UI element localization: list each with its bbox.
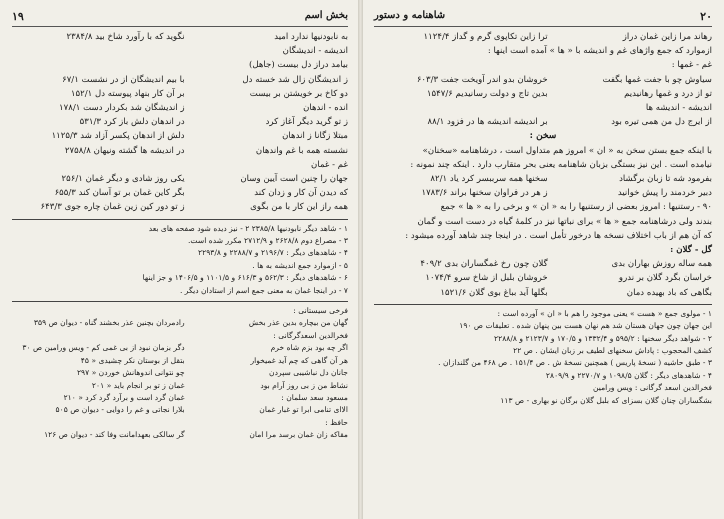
hemistich-1: دو کاخ بر خویشتن بر بیست: [249, 88, 348, 99]
right-page: [362, 0, 724, 519]
right-footnotes: [374, 308, 712, 407]
hemistich-1: نشسته همه با غم واندهان: [255, 145, 348, 156]
footnote-line: ۲ - شواهد دیگر سخنها : ۵۹۵/۲ و ۱۳۳۲/۴ و ۱۷۰/۵ و ۲۱۲۳/۷ و ۲۲۸۸/۸: [494, 333, 712, 343]
verse-row: [12, 44, 348, 58]
verse-row: [12, 30, 348, 44]
hemistich-2: بگلها آید بباغ بوی گلان ۱۵۲۱/۶: [440, 287, 548, 298]
hemistich-1: همه راز این کار با من بگوی: [250, 202, 348, 213]
prose-line: که آن هم از باب اختلاف نسخه ها درخور تأمل است . در اینجا چند شاهد آورده میشود :: [405, 230, 712, 241]
footnote-line: ۱ - شاهد دیگر نابودنیها ۲۳۸۵/۸ ۲ - نیز دیده شود صفحه های بعد: [148, 223, 348, 233]
footnote-line: این جهان چون جهان هستان شد هم نهان هست بین پنهان شده . تعلیقات ص ۱۹۰: [459, 321, 712, 331]
footnote-line: ۴ - شاهدهای دیگر : گلان ۱۰۹۸/۵ و ۲۲۷۰/۷ و ۲۸۰۹/۹: [545, 370, 712, 380]
right-verses-3: [374, 257, 712, 300]
footnote-line: ۵ - ازموارد جمع اندیشه به ها .: [252, 260, 348, 270]
poet-verse-row: [12, 317, 348, 329]
hemistich-1: فخرالدین اسعدگرگانی :: [273, 330, 348, 340]
hemistich-2: غمان گرد است و برآرد گرد کرد « ۲۱۰: [63, 392, 185, 402]
poet-verse-row: [12, 367, 348, 379]
footnote-line: کشف المحجوب : پاداش سخنهای لطیف بر زبان ایشان . ص ۲۲: [513, 346, 712, 356]
hemistich-2: ز تو دور کین زین غمان چاره جوی ۶۴۳/۳: [40, 202, 185, 213]
hemistich-2: بر آن کار بنهاد پیوسته دل ۱۵۲/۱: [70, 88, 185, 99]
verse-row: [12, 200, 348, 214]
hemistich-2: ز هر در فراوان سخنها براند ۱۷۸۳/۶: [421, 188, 548, 199]
verse-row: [374, 44, 712, 58]
hemistich-1: ازموارد که جمع واژهای غم و اندیشه با « ها » آمده است اینها :: [487, 46, 712, 57]
left-page-title: بخش اسم: [304, 10, 348, 21]
right-page-number: ۲۰: [700, 10, 712, 23]
verse-row: [374, 101, 712, 115]
hemistich-2: [374, 101, 548, 115]
hemistich-2: بگر کاین غمان بر تو آسان کند ۶۵۵/۳: [54, 188, 185, 199]
hemistich-1: ز اندیشگان زال شد خسته دل: [242, 74, 348, 85]
right-page-title: شاهنامه و دستور: [374, 10, 446, 21]
hemistich-2: با بیم اندیشگان از در نشست ۶۷/۱: [62, 74, 185, 85]
right-running-head: [374, 10, 712, 27]
hemistich-1: جانان دل نباشیبی سپردن: [269, 368, 348, 378]
hemistich-2: گلان چون رخ غمگساران بدی ۴۰۹/۲: [420, 259, 548, 270]
verse-row: [374, 30, 712, 44]
poet-verse-row: [12, 342, 348, 354]
verse-row: [374, 271, 712, 285]
hemistich-2: [374, 44, 546, 58]
verse-row: [374, 186, 712, 200]
footnote-line: ۳ - مصراع دوم ۲۶۲۸/۸ و ۲۷۱۲/۹ مکرر شده است.: [188, 236, 348, 246]
footnote-line: ۱ - مولوی جمع « هست » یعنی موجود را هم با « ان » آورده است :: [497, 308, 712, 318]
hemistich-1: ز تو گرید دیگر آغاز کرد: [265, 117, 348, 128]
other-poets-lines: [12, 317, 348, 441]
hemistich-2: [12, 330, 185, 342]
hemistich-1: هر آن گاهی که چم آید غمیخوار: [250, 355, 348, 365]
verse-row: [12, 73, 348, 87]
poet-verse-row: [12, 417, 348, 429]
hemistich-1: گهان من بیچاره بدین عذر بخش: [248, 318, 348, 328]
gol-heading: گل - گلان :: [670, 245, 712, 256]
hemistich-1: انده - اندهان: [303, 103, 348, 114]
hemistich-2: خروشان بدو اندر آویخت جفت ۶۰۳/۳: [416, 74, 548, 85]
hemistich-2: نگوید که با رآورد شاخ بید ۲۳۸۴/۸: [66, 32, 185, 42]
hemistich-1: دبیر خردمند را پیش خوانید: [617, 188, 712, 199]
footnote-line: ۷ - در اینجا غمان به معنی جمع اسم از استادان دیگر .: [179, 285, 348, 295]
hemistich-2: بر اندیشه اندیشه ها در فزود ۸۸/۱: [427, 117, 548, 128]
left-verses: [12, 30, 348, 215]
hemistich-1: تو از درد و غمها رهانیدیم: [624, 88, 712, 99]
verse-row: [12, 87, 348, 101]
section-heading-sokhan: سخن :: [529, 131, 557, 142]
poet-verse-row: [12, 429, 348, 441]
other-poets-label: فرخی سیستانی :: [293, 306, 348, 316]
hemistich-2: در اندهان دلش باز کرد ۵۳۱/۳: [79, 117, 185, 128]
hemistich-2: ترا زاین تکاپوی گرم و گداز ۱۱۲۴/۴: [423, 32, 548, 42]
verse-row: [12, 129, 348, 143]
hemistich-1: بفرمود شه تا زبان برگشاد: [619, 174, 712, 185]
verse-row: [374, 58, 712, 72]
verse-row: [12, 172, 348, 186]
hemistich-1: از ایرج دل من همی تیره بود: [611, 117, 712, 128]
hemistich-2: [12, 58, 185, 72]
hemistich-1: اندیشه - اندیشگان: [282, 46, 348, 57]
hemistich-2: ز اندیشگان شد بکردار دست ۱۷۸/۱: [59, 103, 185, 114]
verse-row: [12, 144, 348, 158]
hemistich-2: غمان ز تو بر انجام باید « ۲۰۱: [91, 380, 185, 390]
hemistich-1: بگاهی که باد بهیده دمان: [626, 287, 712, 298]
hemistich-1: الاای تنامی ابرا تو غبار غمان: [259, 405, 348, 415]
hemistich-2: بلارا نجاتی و غم را دوایی - دیوان ص ۵۰۵: [55, 405, 185, 415]
footnote-line: فخرالدین اسعد گرگانی : ویس ورامین: [593, 383, 712, 393]
poet-verse-row: [12, 330, 348, 342]
left-page-number: ۱۹: [12, 10, 24, 23]
right-prose-2: [374, 200, 712, 243]
hemistich-1: جهان را چنین است آیین وسان: [240, 174, 348, 185]
verse-row: [374, 73, 712, 87]
hemistich-2: بتقل از بوستان نکر چشیدی « ۴۵: [80, 355, 185, 365]
hemistich-1: اگر چه بود بزم شاه خرم: [270, 343, 348, 353]
hemistich-1: غم - غمها :: [671, 60, 712, 71]
hemistich-2: در اندیشه ها گشته ونیهان ۲۷۵۸/۸: [64, 145, 185, 156]
left-footnote-divider: [12, 219, 348, 220]
hemistich-1: که دیدن آن کار و زدان کند: [254, 188, 348, 199]
hemistich-1: نشاط من ز بی روز آرام بود: [260, 380, 348, 390]
hemistich-2: [12, 417, 185, 429]
verse-row: [12, 58, 348, 72]
verse-row: [12, 158, 348, 172]
hemistich-1: رهاند مرا زاین غمان دراز: [622, 32, 712, 42]
hemistich-2: [12, 44, 185, 58]
poet-verse-row: [12, 392, 348, 404]
hemistich-1: اندیشه - اندیشه ها: [645, 103, 712, 114]
left-page: [0, 0, 360, 519]
left-running-head: [12, 10, 348, 27]
hemistich-2: رادمردان بچنین عذر بخشند گناه - دیوان ص ۳۵۹: [33, 318, 185, 328]
hemistich-1: سیاوش چو با جفت غمها بگفت: [602, 74, 712, 85]
verse-row: [12, 101, 348, 115]
left-footnotes: [12, 223, 348, 297]
verse-row: [374, 115, 712, 129]
hemistich-2: دگر بزمان نبود از بی غمی کم - ویس ورامین ص ۳۰: [22, 343, 185, 353]
hemistich-1: به نابودنیها ندارد امید: [274, 32, 348, 42]
hemistich-1: مقاکه زان غمان برسد مرا امان: [249, 430, 348, 440]
hemistich-1: مسعود سعد سلمان :: [281, 392, 348, 402]
hemistich-2: [12, 158, 185, 172]
hemistich-2: خروشان بلبل از شاخ سرو ۱۰۷۴/۴: [425, 273, 548, 284]
verse-row: [374, 257, 712, 271]
right-verses: [374, 30, 712, 129]
hemistich-1: مبتلا زگانا ز اندهان: [282, 131, 348, 142]
hemistich-2: سخنها همه سرببسر کرد یاد ۸۲/۱: [430, 174, 548, 185]
hemistich-1: همه ساله روزش بهاران بدی: [611, 259, 712, 270]
hemistich-1: غم - غمان: [311, 159, 348, 170]
prose-line: نیامده است . این نیز بستگی بزبان شاهنامه یعنی بحر متقارب دارد . اینکه چند نمونه :: [410, 159, 712, 170]
footnote-line: ۶ - شاهدهای دیگر : ۵۶۲/۳ و ۶۱۶/۳ و ۱۱۰۱/۵ و ۱۴۰۶/۵ و جز اینها: [142, 273, 348, 283]
footnote-line: بشگساران چنان گلان بسزای که بلبل گلان برگان نو بهاری - ص ۱۱۳: [500, 395, 712, 405]
poet-verse-row: [12, 380, 348, 392]
prose-line: بندند ولی درشاهنامه جمع « ها » برای نباتها نیز در کلمهٔ گیاه در دست است و گمان: [417, 216, 712, 227]
hemistich-1: حافظ :: [325, 417, 348, 427]
prose-line: ۹۰ - رستنیها : امروز بعضی از رستنیها را به « ان » و برخی را به « ها » جمع: [440, 202, 712, 213]
right-verses-2: [374, 172, 712, 200]
verse-row: [374, 87, 712, 101]
verse-row: [374, 286, 712, 300]
poet-verse-row: [12, 355, 348, 367]
hemistich-2: دلش از اندهان پکسر آزاد شد ۱۱۲۵/۳: [51, 131, 185, 142]
hemistich-2: یکی روز شادی و دیگر غمان ۲۵۶/۱: [61, 174, 185, 185]
hemistich-1: خراسان بگرد گلان بر ندرو: [618, 273, 712, 284]
prose-line: با اینکه جمع بستن سخن به « ان » امروز هم متداول است ، درشاهنامه «سخنان»: [422, 145, 712, 156]
poet-verse-row: [12, 404, 348, 416]
right-footnote-divider: [374, 304, 712, 305]
hemistich-1: بیامد دراز دل بیست (جاهل): [249, 60, 348, 71]
footnote-line: ۴ - شاهدهای دیگر : ۲۱۹۶/۷ و ۲۲۸۸/۷ و ۲۲۹۳/۸: [198, 248, 348, 258]
right-prose: [374, 144, 712, 172]
verse-row: [12, 115, 348, 129]
hemistich-2: [374, 58, 548, 72]
hemistich-2: بدین تاج و دولت رسانیدیم ۱۵۴۷/۶: [426, 88, 548, 99]
verse-row: [12, 186, 348, 200]
footnote-line: ۳ - طبق حاشیه ( نسخهٔ پاریس ) همچنین نسخهٔ ش . ص ۱۵۱/۴ . ص ۴۶۸ من گلندازان .: [438, 358, 712, 368]
left-notes-divider-2: [12, 301, 348, 302]
verse-row: [374, 172, 712, 186]
hemistich-2: چو نتوانی اندوهانش خوردن « ۲۹۷: [76, 368, 185, 378]
hemistich-2: گر سالکی بعهدامانت وفا کند - دیوان ص ۱۲۶: [44, 430, 185, 440]
